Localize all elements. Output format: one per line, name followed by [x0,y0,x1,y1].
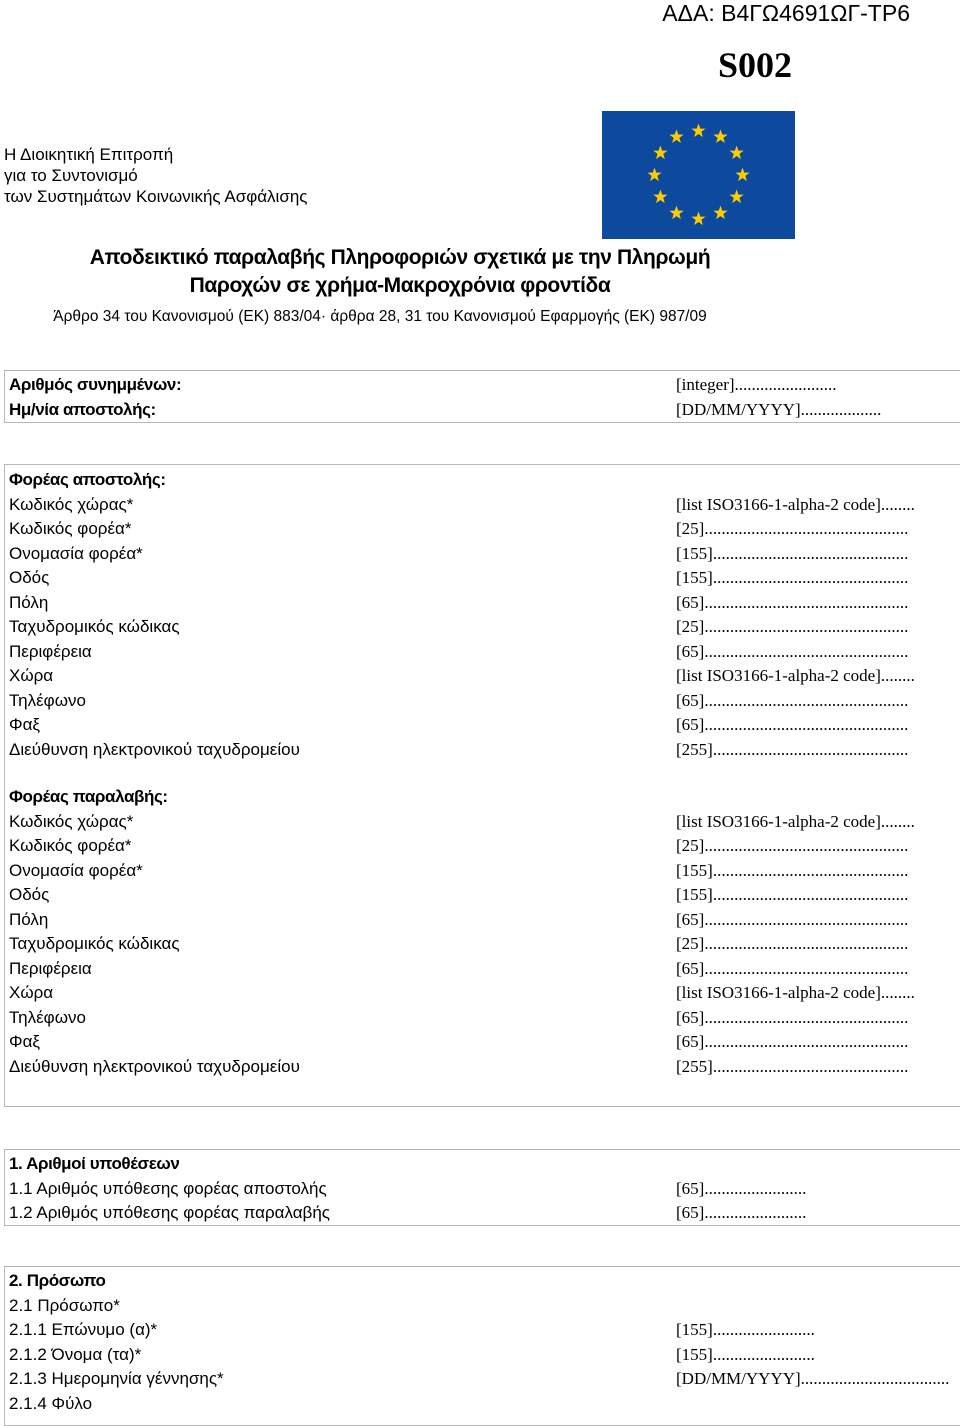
person-label: 2.1.4 Φύλο [9,1393,93,1413]
case-numbers-box [4,1149,960,1226]
flag-star [729,146,743,160]
sending-institution-field[interactable]: [65]................................................ [676,690,909,710]
receiving-heading: Φορέας παραλαβής: [9,787,168,806]
receiving-institution-label: Πόλη [9,909,49,929]
flag-star [653,146,667,160]
sending-institution-label: Χώρα [9,666,54,685]
receiving-institution-row [5,834,960,859]
person-row [5,1367,960,1392]
sending-institution-label: Διεύθυνση ηλεκτρονικού ταχυδρομείου [9,739,300,759]
section1-heading-row [5,1152,960,1177]
case-number-field[interactable]: [65]........................ [676,1203,807,1222]
title-line-1: Αποδεικτικό παραλαβής Πληροφοριών σχετικά με την Πληρωμή [89,246,711,269]
receiving-institution-field[interactable]: [65]................................................ [676,909,909,929]
person-label: 2.1.3 Ημερομηνία γέννησης* [9,1369,224,1388]
case-number-row [5,1177,960,1202]
flag-star [691,124,705,138]
person-field[interactable]: [DD/MM/YYYY]................................... [676,1369,950,1388]
receiving-institution-field[interactable]: [65]................................................ [676,958,909,978]
sending-institution-label: Φαξ [9,715,41,734]
receiving-institution-field[interactable]: [25]................................................ [676,934,909,953]
receiving-institution-field[interactable]: [list ISO3166-1-alpha-2 code]........ [676,811,915,831]
title-line-2: Παροχών σε χρήμα-Μακροχρόνια φροντίδα [189,274,611,297]
send-date-field[interactable]: [DD/MM/YYYY]................... [676,399,882,419]
receiving-institution-row [5,908,960,933]
sending-heading-row [5,468,960,493]
sending-institution-field[interactable]: [list ISO3166-1-alpha-2 code]........ [676,494,915,514]
receiving-institution-row [5,981,960,1006]
admin-line: των Συστημάτων Κοινωνικής Ασφάλισης [4,187,308,206]
receiving-institution-row [5,810,960,835]
legal-basis: Άρθρο 34 του Κανονισμού (ΕΚ) 883/04· άρθρα 28, 31 του Κανονισμού Εφαρμογής (ΕΚ) 987/09 [53,308,707,325]
receiving-institution-row [5,957,960,982]
receiving-institution-row [5,859,960,884]
case-number-label: 1.1 Αριθμός υπόθεσης φορέας αποστολής [9,1178,327,1198]
receiving-institution-field[interactable]: [155].............................................. [676,860,909,880]
flag-star [735,168,749,182]
case-number-field[interactable]: [65]........................ [676,1178,807,1198]
sending-institution-label: Ταχυδρομικός κώδικας [9,617,180,636]
person-row [5,1343,960,1368]
flag-star [653,190,667,204]
send-date-row [5,398,960,423]
sending-institution-field[interactable]: [list ISO3166-1-alpha-2 code]........ [676,666,915,685]
flag-star [647,168,661,182]
person-label: 2.1.2 Όνομα (τα)* [9,1344,142,1364]
sending-institution-row [5,493,960,518]
attachments-field[interactable]: [integer]........................ [676,375,837,394]
document-title [0,244,800,300]
receiving-institution-label: Οδός [9,885,50,904]
sending-institution-field[interactable]: [25]................................................ [676,617,909,636]
receiving-institution-field[interactable]: [25]................................................ [676,836,909,855]
sending-institution-field[interactable]: [155].............................................. [676,543,909,563]
receiving-institution-label: Ταχυδρομικός κώδικας [9,934,180,953]
flag-star [713,129,727,143]
receiving-institution-label: Διεύθυνση ηλεκτρονικού ταχυδρομείου [9,1056,300,1076]
person-label: 2.1 Πρόσωπο* [9,1295,120,1315]
receiving-heading-row [5,785,960,810]
person-field[interactable]: [155]........................ [676,1320,815,1339]
sending-institution-row [5,664,960,689]
section2-heading-row [5,1269,960,1294]
receiving-institution [5,785,960,1079]
receiving-institution-label: Χώρα [9,983,54,1002]
form-code: S002 [717,45,792,85]
receiving-institution-label: Περιφέρεια [9,958,92,978]
sending-institution-row [5,566,960,591]
admin-line: Η Διοικητική Επιτροπή [4,145,174,164]
eu-flag-icon [602,111,795,239]
sending-institution-field[interactable]: [155].............................................. [676,568,909,587]
receiving-institution-label: Τηλέφωνο [9,1007,86,1027]
attachments-row [5,373,960,398]
receiving-institution-field[interactable]: [255].............................................. [676,1056,909,1076]
sending-institution-label: Πόλη [9,592,49,612]
receiving-institution-field[interactable]: [65]................................................ [676,1007,909,1027]
person-row [5,1294,960,1319]
administrative-commission [4,144,307,207]
sending-institution-row [5,542,960,567]
receiving-institution-row [5,883,960,908]
sending-institution-field[interactable]: [255].............................................. [676,739,909,759]
attachments-label: Αριθμός συνημμένων: [9,375,182,394]
sending-institution-row [5,640,960,665]
sending-institution-row [5,517,960,542]
person-field[interactable]: [155]........................ [676,1344,815,1364]
receiving-institution-field[interactable]: [155].............................................. [676,885,909,904]
sending-institution-label: Τηλέφωνο [9,690,86,710]
receiving-institution-row [5,932,960,957]
flag-star [669,206,683,220]
receiving-institution-row [5,1006,960,1031]
sending-heading: Φορέας αποστολής: [9,470,166,489]
sending-institution-row [5,713,960,738]
flag-star [713,206,727,220]
receiving-institution-label: Φαξ [9,1032,41,1051]
sending-institution-row [5,615,960,640]
sending-institution-field[interactable]: [65]................................................ [676,641,909,661]
sending-institution-label: Ονομασία φορέα* [9,543,143,563]
ada-number: ΑΔΑ: Β4ΓΩ4691ΩΓ-ΤΡ6 [662,0,910,26]
receiving-institution-field[interactable]: [list ISO3166-1-alpha-2 code]........ [676,983,915,1002]
flag-star [729,190,743,204]
section1-heading: 1. Αριθμοί υποθέσεων [9,1154,180,1173]
institutions-box [4,464,960,1107]
receiving-institution-field[interactable]: [65]................................................ [676,1032,909,1051]
sending-institution-row [5,738,960,763]
receiving-institution-label: Κωδικός χώρας* [9,811,134,831]
sending-institution-field[interactable]: [25]................................................ [676,519,909,538]
sending-institution-row [5,591,960,616]
sending-institution-label: Περιφέρεια [9,641,92,661]
sending-institution-field[interactable]: [65]................................................ [676,715,909,734]
sending-institution-field[interactable]: [65]................................................ [676,592,909,612]
receiving-institution-row [5,1030,960,1055]
person-label: 2.1.1 Επώνυμο (α)* [9,1320,158,1339]
sending-institution-row [5,689,960,714]
case-number-row [5,1201,960,1226]
person-row [5,1318,960,1343]
flag-star [691,212,705,226]
flag-star [669,129,683,143]
receiving-institution-label: Κωδικός φορέα* [9,836,132,855]
person-row [5,1392,960,1417]
send-date-label: Ημ/νία αποστολής: [9,399,156,419]
admin-line: για το Συντονισμό [4,166,138,185]
general-box [4,370,960,423]
sending-institution [5,468,960,762]
section2-heading: 2. Πρόσωπο [9,1271,106,1290]
sending-institution-label: Κωδικός χώρας* [9,494,134,514]
sending-institution-label: Κωδικός φορέα* [9,519,132,538]
receiving-institution-row [5,1055,960,1080]
sending-institution-label: Οδός [9,568,50,587]
person-box [4,1266,960,1426]
receiving-institution-label: Ονομασία φορέα* [9,860,143,880]
case-number-label: 1.2 Αριθμός υπόθεσης φορέας παραλαβής [9,1203,330,1222]
